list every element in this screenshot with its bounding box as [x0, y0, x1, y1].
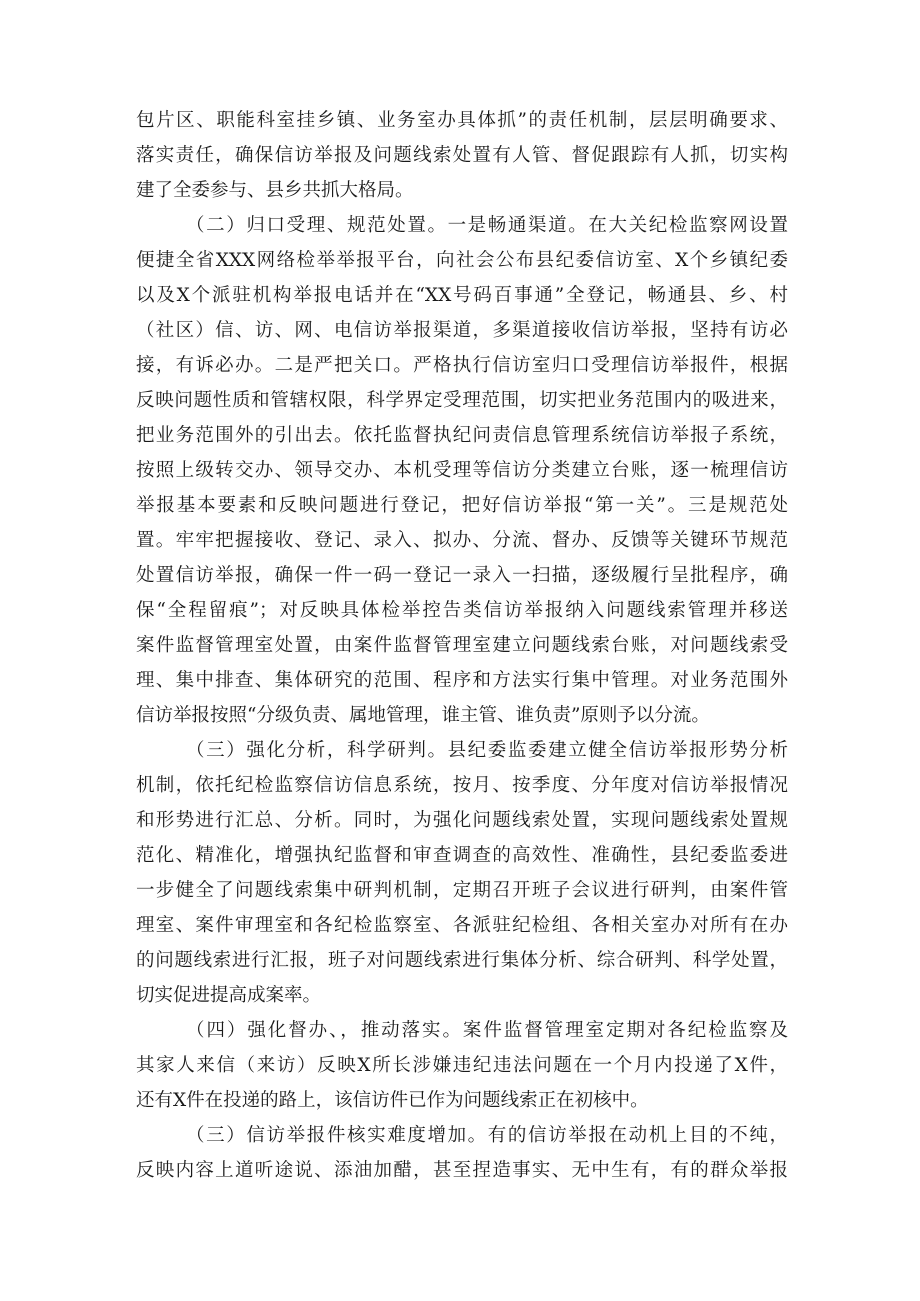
text-line: 反映问题性质和管辖权限，科学界定受理范围，切实把业务范围内的吸进来，: [136, 390, 788, 411]
text-line: 反映内容上道听途说、添油加醋，甚至捏造事实、无中生有，有的群众举报: [136, 1160, 788, 1181]
text-line: 保“全程留痕”；对反映具体检举控告类信访举报纳入问题线索管理并移送: [136, 600, 788, 621]
paragraph-start-line: （四）强化督办、，推动落实。案件监督管理室定期对各纪检监察及: [186, 1020, 788, 1041]
document-body: [136, 103, 788, 1188]
text-line: 其家人来信（来访）反映X所长涉嫌违纪违法问题在一个月内投递了X件，: [136, 1055, 788, 1076]
text-line: 包片区、职能科室挂乡镇、业务室办具体抓”的责任机制，层层明确要求、: [136, 110, 788, 131]
text-line: 落实责任，确保信访举报及问题线索处置有人管、督促跟踪有人抓，切实构: [136, 145, 788, 166]
text-line: 的问题线索进行汇报，班子对问题线索进行集体分析、综合研判、科学处置，: [136, 950, 788, 971]
text-line: 置。牢牢把握接收、登记、录入、拟办、分流、督办、反馈等关键环节规范: [136, 530, 788, 551]
text-line: 接，有诉必办。二是严把关口。严格执行信访室归口受理信访举报件，根据: [136, 355, 788, 376]
text-line: 切实促进提高成案率。: [136, 985, 322, 1006]
text-line: 信访举报按照“分级负责、属地管理，谁主管、谁负责”原则予以分流。: [136, 705, 710, 726]
text-line: 范化、精准化，增强执纪监督和审查调查的高效性、准确性，县纪委监委进: [136, 845, 788, 866]
text-line: 理、集中排查、集体研究的范围、程序和方法实行集中管理。对业务范围外: [136, 670, 788, 691]
text-line: 和形势进行汇总、分析。同时，为强化问题线索处置，实现问题线索处置规: [136, 810, 788, 831]
text-line: 以及X个派驻机构举报电话并在“XX号码百事通”全登记，畅通县、乡、村: [136, 285, 788, 306]
text-line: 案件监督管理室处置，由案件监督管理室建立问题线索台账，对问题线索受: [136, 635, 788, 656]
text-line: 一步健全了问题线索集中研判机制，定期召开班子会议进行研判，由案件管: [136, 880, 788, 901]
text-line: （社区）信、访、网、电信访举报渠道，多渠道接收信访举报，坚持有访必: [136, 320, 788, 341]
paragraph-start-line: （二）归口受理、规范处置。一是畅通渠道。在大关纪检监察网设置: [186, 215, 788, 236]
text-line: 机制，依托纪检监察信访信息系统，按月、按季度、分年度对信访举报情况: [136, 775, 788, 796]
text-line: 把业务范围外的引出去。依托监督执纪问责信息管理系统信访举报子系统，: [136, 425, 788, 446]
text-line: 理室、案件审理室和各纪检监察室、各派驻纪检组、各相关室办对所有在办: [136, 915, 788, 936]
text-line: 还有X件在投递的路上，该信访件已作为问题线索正在初核中。: [136, 1090, 649, 1111]
paragraph-start-line: （三）信访举报件核实难度增加。有的信访举报在动机上目的不纯，: [186, 1125, 788, 1146]
text-line: 按照上级转交办、领导交办、本机受理等信访分类建立台账，逐一梳理信访: [136, 460, 788, 481]
text-line: 处置信访举报，确保一件一码一登记一录入一扫描，逐级履行呈批程序，确: [136, 565, 788, 586]
text-line: 建了全委参与、县乡共抓大格局。: [136, 180, 414, 201]
paragraph-start-line: （三）强化分析，科学研判。县纪委监委建立健全信访举报形势分析: [186, 740, 788, 761]
text-line: 便捷全省XXX网络检举举报平台，向社会公布县纪委信访室、X个乡镇纪委: [136, 250, 788, 271]
text-line: 举报基本要素和反映问题进行登记，把好信访举报“第一关”。三是规范处: [136, 495, 788, 516]
